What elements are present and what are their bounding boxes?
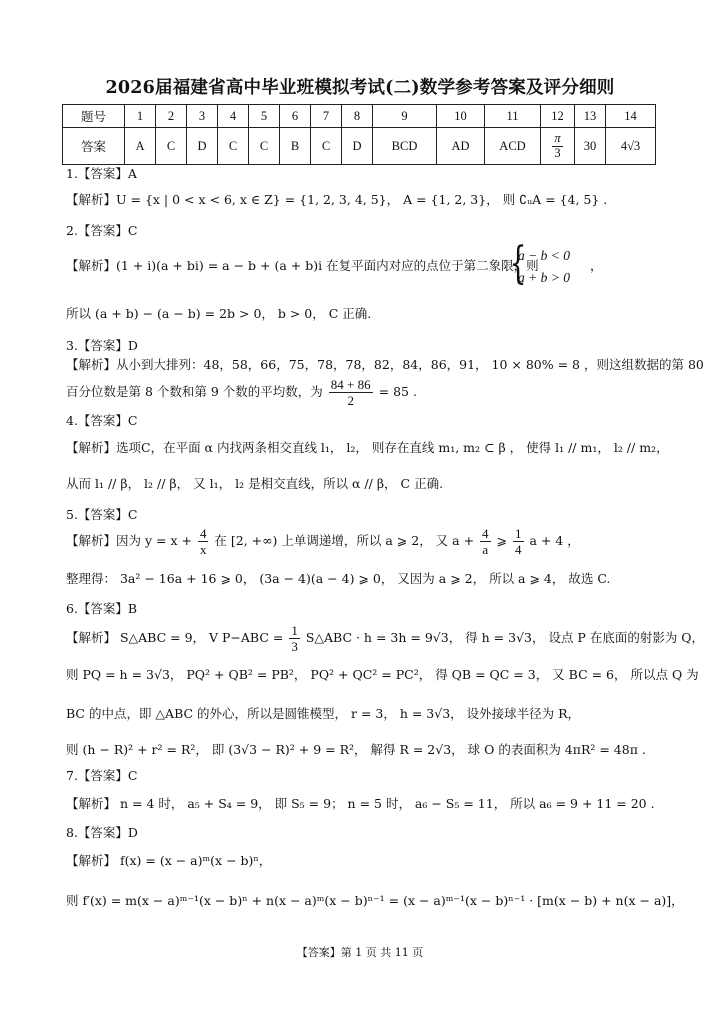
- q1-analysis: 【解析】U = {x | 0 < x < 6, x ∈ Z} = {1, 2, 3, 4, 5}， A = {1, 2, 3}， 则 ∁ᵤA = {4, 5} .: [66, 192, 608, 207]
- fraction-denominator: a: [482, 542, 489, 557]
- answer-cell: ACD: [485, 128, 541, 165]
- fraction: [289, 623, 300, 654]
- q6-text-2: S△ABC · h = 3h = 9√3， 得 h = 3√3， 设点 P 在底面的射影为 Q，: [305, 630, 705, 645]
- question-number: 12: [541, 105, 575, 128]
- question-number: 5: [249, 105, 280, 128]
- answer-cell: C: [249, 128, 280, 165]
- fraction-numerator: π: [554, 131, 561, 146]
- q3-analysis: 【解析】从小到大排列：48，58，66，75，78，78，82，84，86，91， 10 × 80% = 8 ，则这组数据的第 80: [66, 357, 704, 372]
- q7-analysis: 【解析】 n = 4 时， a₅ + S₄ = 9， 即 S₅ = 9； n = 5 时， a₆ − S₅ = 11， 所以 a₆ = 9 + 11 = 20 .: [66, 796, 655, 811]
- q3-text: 百分位数是第 8 个数和第 9 个数的平均数，为: [66, 384, 323, 399]
- answer-cell: BCD: [373, 128, 437, 165]
- table-row-numbers: [63, 105, 656, 128]
- answer-cell: C: [311, 128, 342, 165]
- q2-conclusion: 所以 (a + b) − (a − b) = 2b > 0， b > 0， C 正确.: [66, 306, 372, 321]
- fraction-denominator: 3: [554, 145, 561, 160]
- answer-cell: C: [218, 128, 249, 165]
- q3-answer: 3.【答案】D: [66, 338, 138, 353]
- q6-analysis-4: 则 (h − R)² + r² = R²， 即 (3√3 − R)² + 9 = R²， 解得 R = 2√3， 球 O 的表面积为 4πR² = 48π .: [66, 742, 646, 757]
- question-number: 2: [156, 105, 187, 128]
- q1-answer: 1.【答案】A: [66, 166, 137, 181]
- q6-answer: 6.【答案】B: [66, 601, 138, 616]
- answer-cell: 4√3: [606, 128, 656, 165]
- q6-analysis: [66, 623, 704, 654]
- q6-text-1: 【解析】 S△ABC = 9， V P−ABC =: [66, 630, 284, 645]
- q8-derivative: 则 f′(x) = m(x − a)ᵐ⁻¹(x − b)ⁿ + n(x − a)ᵐ(x − b)ⁿ⁻¹ = (x − a)ᵐ⁻¹(x − b)ⁿ⁻¹ · [m(x − b) + n(x − a)]，: [66, 893, 684, 908]
- fraction-denominator: 2: [347, 393, 354, 408]
- answer-cell-fraction: [541, 128, 575, 165]
- page-title: 2026届福建省高中毕业班模拟考试(二)数学参考答案及评分细则: [105, 78, 615, 98]
- question-number: 13: [575, 105, 606, 128]
- q3-result: = 85 .: [378, 384, 417, 399]
- q4-analysis: 【解析】选项C，在平面 α 内找两条相交直线 l₁， l₂， 则存在直线 m₁, m₂ ⊂ β ， 使得 l₁ // m₁， l₂ // m₂，: [66, 440, 669, 455]
- fraction-numerator: 4: [199, 526, 207, 541]
- answer-cell: AD: [437, 128, 485, 165]
- q6-analysis-2: 则 PQ = h = 3√3， PQ² + QB² = PB²， PQ² + QC² = PC²， 得 QB = QC = 3， 又 BC = 6， 所以点 Q 为: [66, 667, 699, 682]
- answer-cell: B: [280, 128, 311, 165]
- question-number: 8: [342, 105, 373, 128]
- q5-answer: 5.【答案】C: [66, 507, 138, 522]
- fraction-numerator: 1: [291, 623, 298, 638]
- q3-analysis-cont: [66, 377, 417, 408]
- question-number: 4: [218, 105, 249, 128]
- row-label-answers: 答案: [63, 128, 125, 165]
- fraction: [513, 526, 524, 557]
- q5-text-1: 【解析】因为 y = x +: [66, 533, 192, 548]
- fraction: [552, 132, 562, 159]
- q2-analysis: 【解析】(1 + i)(a + bi) = a − b + (a + b)i 在复平面内对应的点位于第二象限，则: [66, 258, 539, 273]
- q5-text-3: ⩾: [496, 533, 508, 548]
- fraction: [198, 526, 209, 557]
- table-row-answers: [63, 128, 656, 165]
- fraction: [329, 377, 373, 408]
- question-number: 1: [125, 105, 156, 128]
- question-number: 6: [280, 105, 311, 128]
- brace-symbol: {: [509, 238, 527, 289]
- answer-table: [62, 104, 656, 165]
- question-number: 11: [485, 105, 541, 128]
- q5-conclusion: 整理得： 3a² − 16a + 16 ⩾ 0， (3a − 4)(a − 4) ⩾ 0， 又因为 a ⩾ 2， 所以 a ⩾ 4， 故选 C.: [66, 571, 611, 586]
- question-number: 10: [437, 105, 485, 128]
- fraction-numerator: 84 + 86: [330, 377, 371, 392]
- question-number: 9: [373, 105, 437, 128]
- q5-text-4: a + 4 ，: [529, 533, 580, 548]
- fraction-denominator: 4: [515, 542, 522, 557]
- q5-analysis: [66, 526, 580, 557]
- answer-cell: D: [187, 128, 218, 165]
- question-number: 14: [606, 105, 656, 128]
- fraction-numerator: 4: [482, 526, 489, 541]
- inequality-1: a − b < 0: [518, 248, 570, 263]
- q6-analysis-3: BC 的中点，即 △ABC 的外心，所以是圆锥模型， r = 3， h = 3√3， 设外接球半径为 R，: [66, 706, 581, 721]
- inequality-2: a + b > 0: [518, 270, 570, 285]
- q5-text-2: 在 [2, +∞) 上单调递增，所以 a ⩾ 2， 又 a +: [214, 533, 475, 548]
- fraction-denominator: x: [199, 542, 207, 557]
- q7-answer: 7.【答案】C: [66, 768, 138, 783]
- q4-answer: 4.【答案】C: [66, 413, 138, 428]
- row-label-numbers: 题号: [63, 105, 125, 128]
- question-number: 3: [187, 105, 218, 128]
- fraction: [480, 526, 491, 557]
- answer-cell: D: [342, 128, 373, 165]
- fraction-denominator: 3: [291, 639, 298, 654]
- q2-comma: ，: [590, 258, 603, 273]
- page-footer: 【答案】第 1 页 共 11 页: [296, 946, 424, 959]
- answer-cell: A: [125, 128, 156, 165]
- q8-analysis: 【解析】 f(x) = (x − a)ᵐ(x − b)ⁿ，: [66, 853, 272, 868]
- question-number: 7: [311, 105, 342, 128]
- answer-cell: C: [156, 128, 187, 165]
- fraction-numerator: 1: [515, 526, 522, 541]
- q4-conclusion: 从而 l₁ // β， l₂ // β， 又 l₁， l₂ 是相交直线，所以 α // β， C 正确.: [66, 476, 444, 491]
- q2-answer: 2.【答案】C: [66, 223, 138, 238]
- answer-cell: 30: [575, 128, 606, 165]
- q8-answer: 8.【答案】D: [66, 825, 138, 840]
